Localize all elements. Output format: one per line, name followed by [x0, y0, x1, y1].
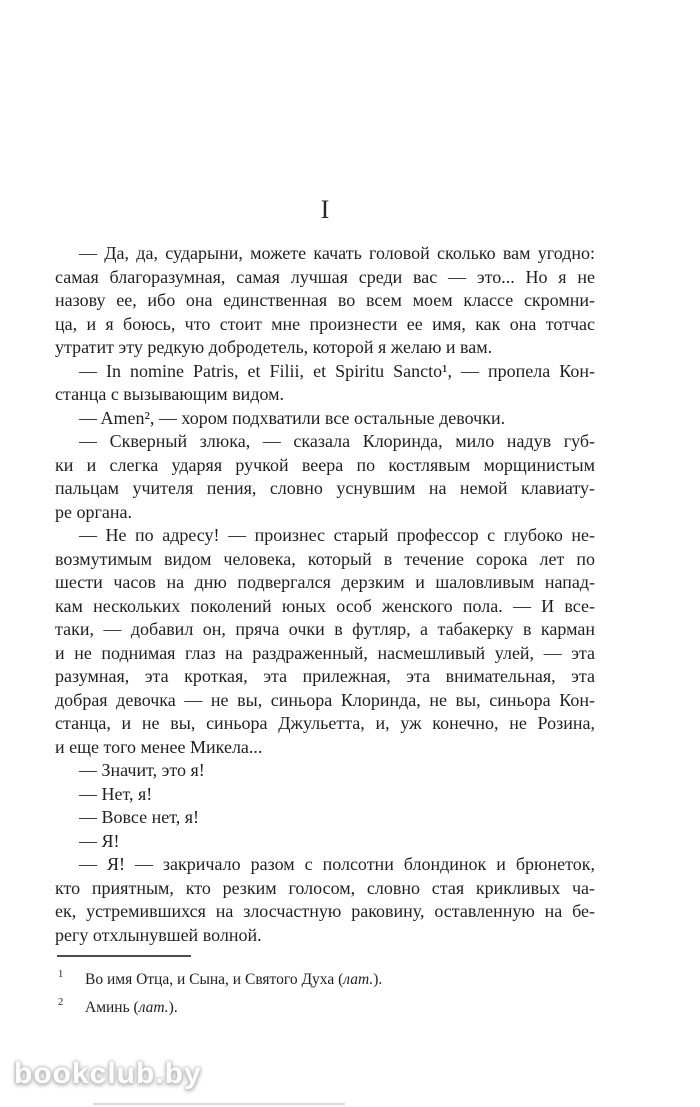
text-line: назову ее, ибо она единственная во всем моем классе скромни- — [55, 290, 595, 310]
footnote-item — [55, 966, 595, 994]
paragraph — [55, 242, 595, 360]
text-line: ре органа. — [55, 501, 132, 522]
text-line: станца с вызывающим видом. — [55, 384, 285, 404]
footnote-separator — [57, 955, 191, 957]
text-line: таки, — добавил он, пряча очки в футляр, а табакерку в карман — [55, 619, 595, 639]
text-line: шести часов на дню подвергался дерзким и шаловливым напад- — [55, 572, 595, 592]
text-line: — Я! — закричало разом с полсотни блондинок и брюнеток, — [79, 854, 595, 874]
footnote-text: Аминь (лат.). — [85, 999, 178, 1016]
paragraph — [55, 524, 595, 759]
paragraph — [55, 783, 595, 807]
text-line: самая благоразумная, самая лучшая среди вас — это... Но я не — [55, 266, 595, 287]
text-line: — Да, да, сударыни, можете качать головой сколько вам угодно: — [79, 243, 595, 263]
text-line: — Скверный злюка, — сказала Клоринда, мило надув губ- — [79, 431, 595, 451]
text-line: — Amen², — хором подхватили все остальные девочки. — [79, 407, 506, 428]
text-line: возмутимым видом человека, который в течение сорока лет по — [55, 548, 595, 569]
footnote-text: Во имя Отца, и Сына, и Святого Духа (лат.). — [85, 971, 383, 988]
paragraph — [55, 430, 595, 524]
watermark-logo: bookclub.by — [14, 1057, 202, 1090]
text-line: — Значит, это я! — [79, 760, 205, 780]
text-line: разумная, эта кроткая, эта прилежная, эта внимательная, эта — [55, 666, 595, 686]
text-line: регу отхлынувшей волной. — [55, 924, 262, 945]
text-line: пальцам учителя пения, словно уснувшим на немой клавиату- — [55, 478, 595, 498]
text-line: утратит эту редкую добродетель, которой я желаю и вам. — [55, 337, 493, 357]
text-line: — Не по адресу! — произнес старый профессор с глубоко не- — [79, 525, 595, 545]
footnote-marker: 2 — [58, 997, 64, 1008]
text-line: добрая девочка — не вы, синьора Клоринда, не вы, синьора Кон- — [55, 689, 595, 710]
text-line: кто приятным, кто резким голосом, словно стая крикливых ча- — [55, 877, 595, 898]
text-line: кам нескольких поколений юных особ женского пола. — И все- — [55, 595, 595, 616]
page-edge-artifact — [93, 1103, 345, 1105]
footnotes — [55, 966, 595, 1022]
paragraph — [55, 759, 595, 783]
text-line: станца, и не вы, синьора Джульетта, и, уж конечно, не Розина, — [55, 713, 595, 733]
text-line: и еще того менее Микела... — [55, 736, 263, 757]
text-line: ки и слегка ударяя ручкой веера по костлявым морщинистым — [55, 454, 595, 475]
footnote-item — [55, 994, 595, 1022]
paragraph — [55, 360, 595, 407]
text-line: — In nomine Patris, et Filii, et Spiritu Sancto¹, — пропела Кон- — [79, 360, 595, 381]
chapter-heading: I — [320, 195, 330, 224]
paragraph — [55, 853, 595, 947]
body-text — [55, 242, 595, 947]
paragraph — [55, 806, 595, 830]
text-line: — Я! — [79, 830, 120, 851]
text-line: и не поднимая глаз на раздраженный, насмешливый улей, — эта — [55, 642, 595, 663]
paragraph — [55, 407, 595, 431]
text-line: — Нет, я! — [79, 783, 153, 804]
text-line: — Вовсе нет, я! — [79, 807, 200, 827]
text-line: ца, и я боюсь, что стоит мне произнести ее имя, как она тотчас — [55, 313, 595, 334]
paragraph — [55, 830, 595, 854]
footnote-marker: 1 — [58, 969, 64, 980]
text-line: ек, устремившихся на злосчастную раковину, оставленную на бе- — [55, 901, 595, 921]
